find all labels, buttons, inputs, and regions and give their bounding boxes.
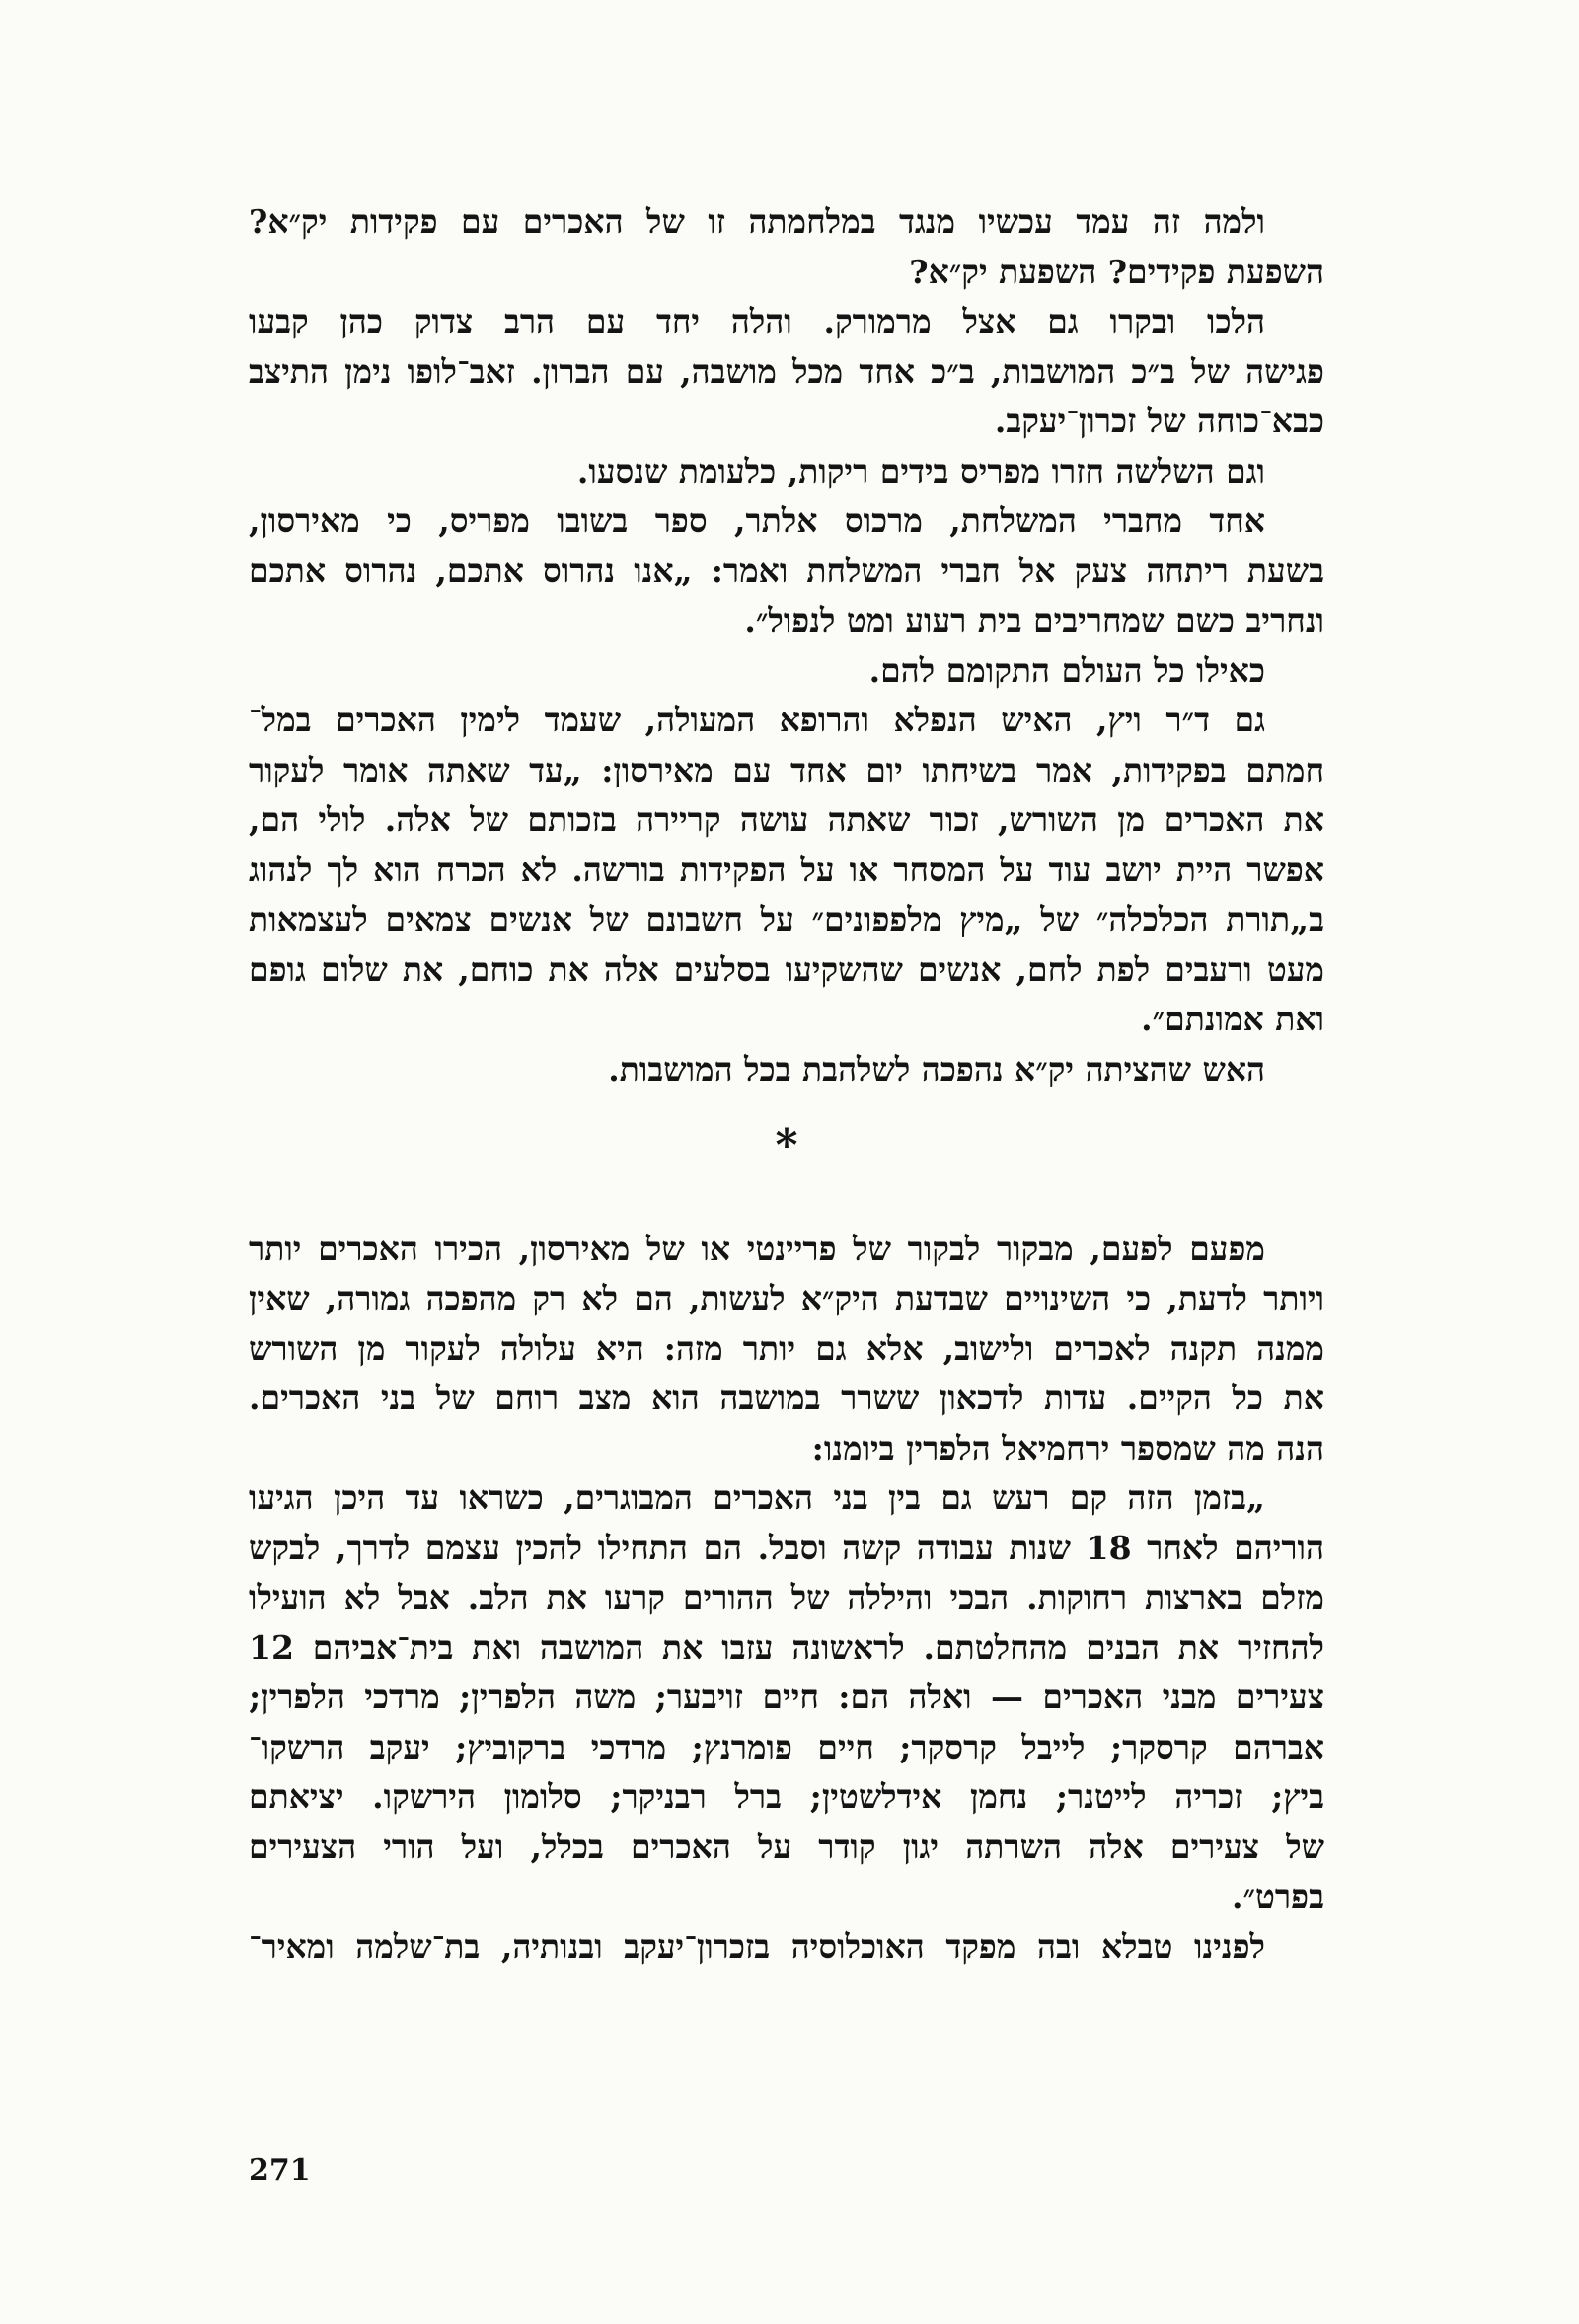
- paragraph-2: [249, 299, 1324, 444]
- text-line: בפרט״.: [1231, 1877, 1324, 1915]
- text-line: הלכו ובקרו גם אצל מרמורק. והלה יחד עם הרב צדוק כהן קבעו: [249, 302, 1265, 340]
- page-body: [249, 199, 1324, 1974]
- text-line: ונחריב כשם שמחריבים בית רעוע ומט לנפול״.: [744, 601, 1324, 639]
- paragraph-1: [249, 199, 1324, 295]
- text-line: פגישה של ב״כ המושבות, ב״כ אחד מכל מושבה, עם הברון. זאב־לופו נימן התיצב: [249, 351, 1324, 391]
- text-line: צעירים מבני האכרים — ואלה הם: חיים זויבער; משה הלפרין; מרדכי הלפרין;: [249, 1678, 1324, 1716]
- text-line: להחזיר את הבנים מהחלטתם. לראשונה עזבו את המושבה ואת בית־אביהם 12: [249, 1627, 1324, 1667]
- text-line: ולמה זה עמד עכשיו מנגד במלחמתה זו של האכרים עם פקידות יק״א?: [249, 202, 1265, 241]
- paragraph-10: [249, 1924, 1324, 1970]
- text-line: של צעירים אלה השרתה יגון קודר על האכרים בכלל, ועל הורי הצעירים: [249, 1827, 1324, 1866]
- text-line: ויותר לדעת, כי השינויים שבדעת היק״א לעשות, הם לא רק מהפכה גמורה, שאין: [249, 1279, 1324, 1317]
- paragraph-8: [249, 1227, 1324, 1471]
- paragraph-4: [249, 498, 1324, 643]
- text-line: את כל הקיים. עדות לדכאון ששרר במושבה הוא מצב רוחם של בני האכרים.: [249, 1379, 1324, 1417]
- text-line: וגם השלשה חזרו מפריס בידים ריקות, כלעומת שנסעו.: [576, 451, 1265, 490]
- text-line: השפעת פקידים? השפעת יק״א?: [909, 252, 1324, 291]
- text-line: הנה מה שמספר ירחמיאל הלפרין ביומנו:: [811, 1428, 1324, 1467]
- paragraph-6: [249, 698, 1324, 1042]
- paragraph-5: [249, 648, 1324, 694]
- text-line: „בזמן הזה קם רעש גם בין בני האכרים המבוגרים, כשראו עד היכן הגיעו: [249, 1478, 1265, 1517]
- text-line: האש שהציתה יק״א נהפכה לשלהבת בכל המושבות.: [608, 1049, 1265, 1088]
- text-line: מזלם בארצות רחוקות. הבכי והיללה של ההורים קרעו את הלב. אבל לא הועילו: [249, 1578, 1324, 1616]
- text-line: הוריהם לאחר 18 שנות עבודה קשה וסבל. הם התחילו להכין עצמם לדרך, לבקש: [249, 1528, 1324, 1567]
- text-line: לפנינו טבלא ובה מפקד האוכלוסיה בזכרון־יעקב ובנותיה, בת־שלמה ומאיר־: [249, 1926, 1265, 1966]
- text-line: חמתם בפקידות, אמר בשיחתו יום אחד עם מאירסון: „עד שאתה אומר לעקור: [249, 750, 1324, 789]
- text-line: אפשר היית יושב עוד על המסחר או על הפקידות בורשה. לא הכרח הוא לך לנהוג: [249, 850, 1324, 889]
- text-line: בשעת ריתחה צעק אל חברי המשלחת ואמר: „אנו נהרוס אתכם, נהרוס אתכם: [249, 551, 1324, 590]
- text-line: מפעם לפעם, מבקור לבקור של פריינטי או של מאירסון, הכירו האכרים יותר: [249, 1229, 1265, 1268]
- text-line: את האכרים מן השורש, זכור שאתה עושה קריירה בזכותם של אלה. לולי הם,: [249, 800, 1324, 839]
- page-number: 271: [249, 2153, 311, 2188]
- text-line: ממנה תקנה לאכרים ולישוב, אלא גם יותר מזה: היא עלולה לעקור מן השורש: [249, 1328, 1324, 1368]
- text-line: ביץ; זכריה לייטנר; נחמן אידלשטין; ברל רבניקר; סלומון הירשקו. יציאתם: [249, 1777, 1324, 1816]
- paragraph-3: [249, 449, 1324, 494]
- text-line: אברהם קרסקר; לייבל קרסקר; חיים פומרנץ; מרדכי ברקוביץ; יעקב הרשקו־: [249, 1727, 1324, 1766]
- text-line: גם ד״ר ויץ, האיש הנפלא והרופא המעולה, שעמד לימין האכרים במל־: [249, 701, 1265, 739]
- text-line: ואת אמונתם״.: [1141, 1000, 1324, 1038]
- section-separator: *: [775, 1119, 798, 1170]
- text-line: כאילו כל העולם התקומם להם.: [868, 650, 1265, 690]
- paragraph-9-quote: [249, 1475, 1324, 1919]
- text-line: ב„תורת הכלכלה״ של „מיץ מלפפונים״ על חשבונם של אנשים צמאים לעצמאות: [249, 900, 1324, 938]
- paragraph-7: [249, 1047, 1324, 1092]
- text-line: מעט ורעבים לפת לחם, אנשים שהשקיעו בסלעים אלה את כוחם, את שלום גופם: [249, 949, 1324, 989]
- text-line: כבא־כוחה של זכרון־יעקב.: [994, 402, 1324, 440]
- text-line: אחד מחברי המשלחת, מרכוס אלתר, ספר בשובו מפריס, כי מאירסון,: [249, 501, 1265, 540]
